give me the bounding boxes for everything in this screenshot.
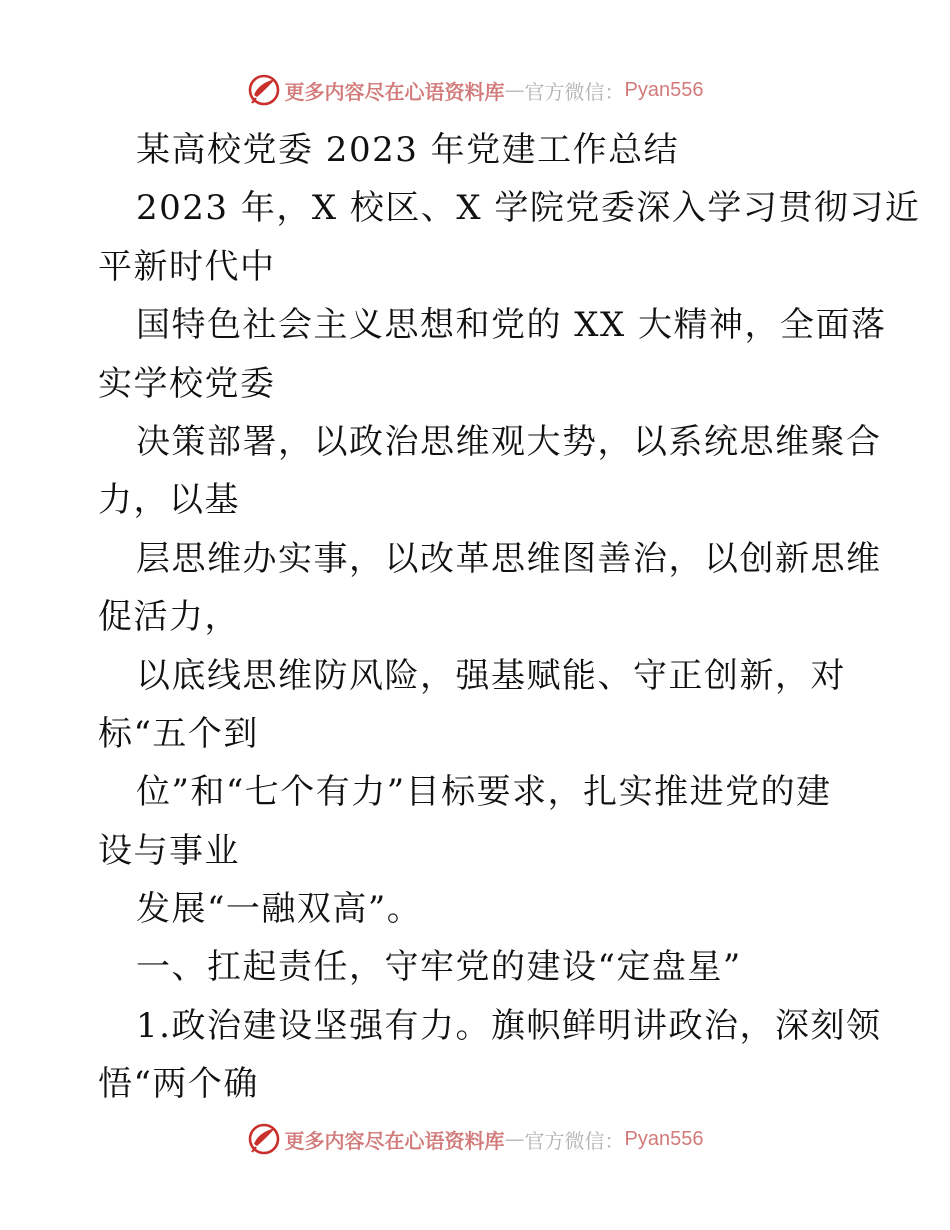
paragraph-line: 2023 年，X 校区、X 学院党委深入学习贯彻习近 <box>136 188 921 229</box>
paragraph-line: 决策部署，以政治思维观大势，以系统思维聚合 <box>136 421 882 462</box>
watermark-main-text: 更多内容尽在心语资料库 <box>284 79 505 104</box>
quill-logo-icon <box>247 1122 281 1156</box>
watermark-official-label: 官方微信： <box>524 79 625 104</box>
section-heading: 一、扛起责任，守牢党的建设“定盘星” <box>136 947 742 988</box>
paragraph-line: 力，以基 <box>98 480 240 521</box>
paragraph-line: 标“五个到 <box>98 713 259 754</box>
paragraph-line: 平新时代中 <box>98 246 276 287</box>
paragraph-line: 发展“一融双高”。 <box>136 889 423 930</box>
paragraph-line: 位”和“七个有力”目标要求，扎实推进党的建 <box>136 772 832 813</box>
watermark-separator: — <box>504 1127 525 1151</box>
paragraph-line: 促活力， <box>98 597 240 638</box>
paragraph-line: 以底线思维防风险，强基赋能、守正创新，对 <box>136 655 846 696</box>
watermark-header <box>0 70 950 110</box>
paragraph-line: 层思维办实事，以改革思维图善治，以创新思维 <box>136 538 882 579</box>
watermark-wechat-id: Pyan556 <box>624 1127 704 1150</box>
paragraph-line: 实学校党委 <box>98 363 276 404</box>
document-body <box>98 121 921 1114</box>
watermark-official-label: 官方微信： <box>524 1128 625 1153</box>
watermark-footer <box>0 1119 950 1159</box>
watermark-wechat-id: Pyan556 <box>624 78 704 101</box>
paragraph-line: 1.政治建设坚强有力。旗帜鲜明讲政治，深刻领 <box>136 1005 882 1046</box>
paragraph-line: 悟“两个确 <box>98 1064 259 1105</box>
paragraph-line: 设与事业 <box>98 830 240 871</box>
paragraph-line: 国特色社会主义思想和党的 XX 大精神，全面落 <box>136 305 887 346</box>
watermark-separator: — <box>504 78 525 102</box>
quill-logo-icon <box>247 73 281 107</box>
document-title: 某高校党委 2023 年党建工作总结 <box>136 130 680 170</box>
watermark-main-text: 更多内容尽在心语资料库 <box>284 1128 505 1153</box>
